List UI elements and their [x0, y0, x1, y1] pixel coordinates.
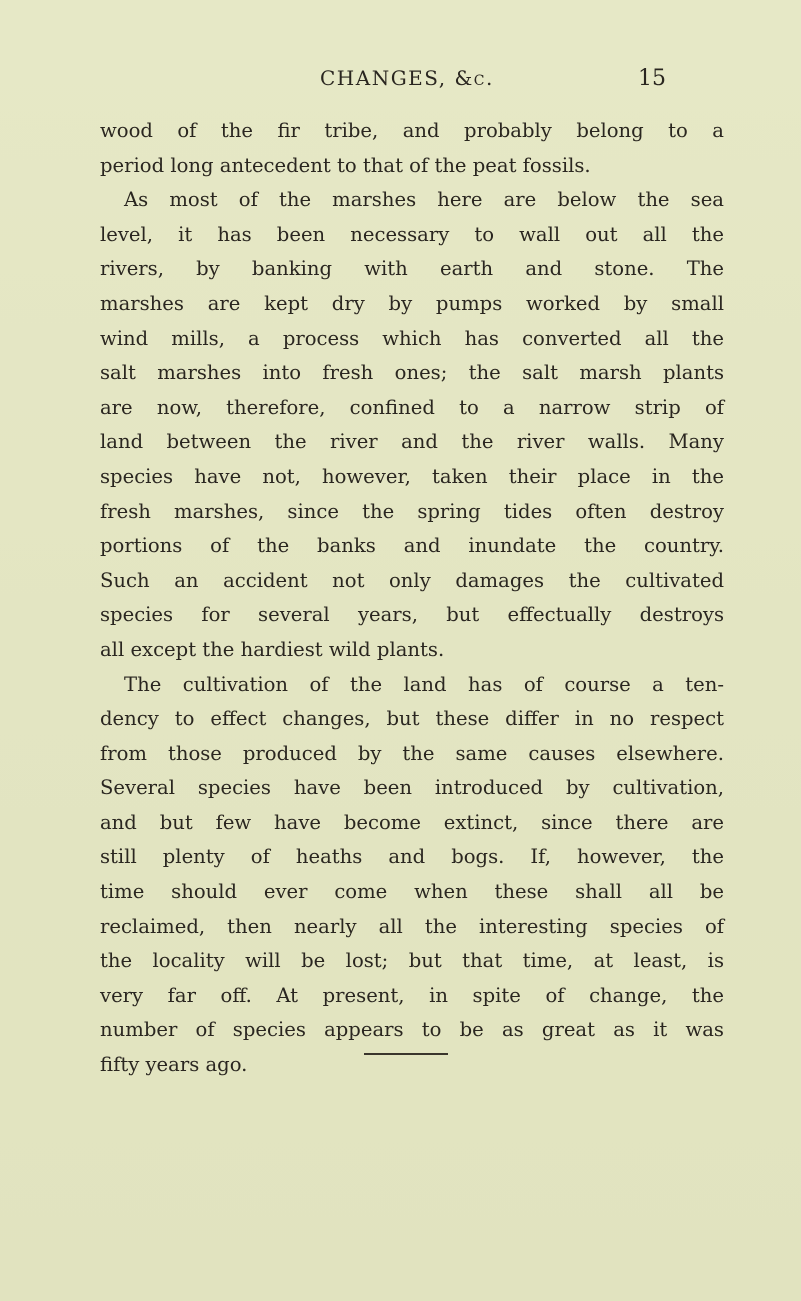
- text-line: wind mills, a process which has converted all the: [100, 326, 724, 350]
- text-line: rivers, by banking with earth and stone. The: [100, 257, 724, 281]
- text-line: period long antecedent to that of the peat fossils.: [100, 153, 591, 177]
- text-line: fresh marshes, since the spring tides often destroy: [100, 499, 724, 523]
- section-end-rule: [364, 1053, 448, 1055]
- text-line: the locality will be lost; but that time, at least, is: [100, 949, 724, 973]
- running-head: [0, 66, 801, 96]
- text-line: species for several years, but effectually destroys: [100, 603, 724, 627]
- text-line: species have not, however, taken their place in the: [100, 464, 724, 488]
- text-line: level, it has been necessary to wall out all the: [100, 222, 724, 246]
- text-line: salt marshes into fresh ones; the salt marsh plants: [100, 361, 724, 385]
- paragraph-1: [100, 114, 724, 183]
- text-line: from those produced by the same causes elsewhere.: [100, 741, 724, 765]
- text-line: marshes are kept dry by pumps worked by small: [100, 291, 724, 315]
- paragraph-2: [100, 183, 724, 667]
- paragraph-3: [100, 668, 724, 1083]
- text-line: reclaimed, then nearly all the interesting species of: [100, 914, 724, 938]
- text-line: still plenty of heaths and bogs. If, however, the: [100, 845, 724, 869]
- text-line: very far off. At present, in spite of change, the: [100, 983, 724, 1007]
- text-line: dency to effect changes, but these differ in no respect: [100, 707, 724, 731]
- text-line: portions of the banks and inundate the country.: [100, 534, 724, 558]
- body-text: [100, 114, 724, 1083]
- text-line: wood of the fir tribe, and probably belong to a: [100, 119, 724, 142]
- text-line: fifty years ago.: [100, 1053, 248, 1077]
- text-line: land between the river and the river walls. Many: [100, 430, 724, 454]
- text-line: The cultivation of the land has of course a ten-: [124, 672, 724, 696]
- page-number: 15: [638, 66, 666, 91]
- running-title: CHANGES, &c.: [320, 66, 494, 90]
- text-line: are now, therefore, confined to a narrow strip of: [100, 395, 724, 419]
- text-line: Several species have been introduced by cultivation,: [100, 776, 724, 800]
- text-line: and but few have become extinct, since there are: [100, 810, 724, 834]
- text-line: As most of the marshes here are below the sea: [124, 188, 724, 212]
- text-line: Such an accident not only damages the cultivated: [100, 568, 724, 592]
- text-line: number of species appears to be as great as it was: [100, 1018, 724, 1042]
- text-line: time should ever come when these shall all be: [100, 880, 724, 904]
- text-line: all except the hardiest wild plants.: [100, 637, 445, 661]
